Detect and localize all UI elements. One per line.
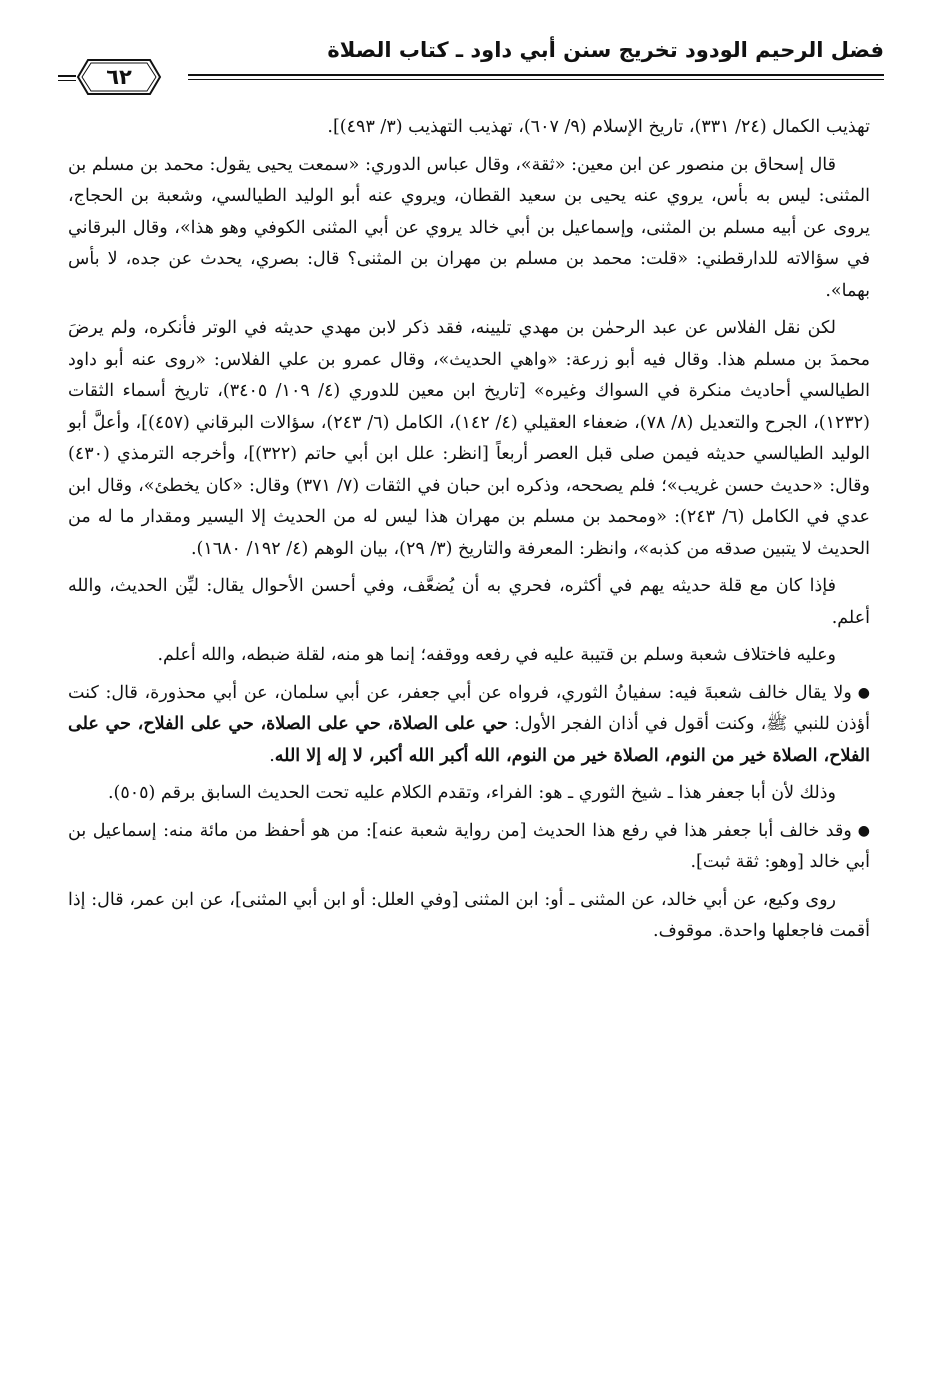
page-number: ٦٢	[106, 65, 132, 89]
paragraph-abu-jafar: وذلك لأن أبا جعفر هذا ـ شيخ الثوري ـ هو: الفراء، وتقدم الكلام عليه تحت الحديث السابق برقم (٥٠٥).	[107, 783, 836, 803]
paragraph-thawri	[68, 678, 870, 773]
page-body	[68, 112, 870, 954]
paragraph-ismail	[68, 816, 870, 879]
page-number-badge	[76, 58, 162, 96]
paragraph-citation: تهذيب الكمال (٢٤/ ٣٣١)، تاريخ الإسلام (٩/ ٦٠٧)، تهذيب التهذيب (٣/ ٤٩٣)].	[327, 117, 870, 137]
header-rule-thin	[188, 79, 884, 80]
badge-rule-left-thin	[58, 80, 76, 81]
paragraph-thawri-text: ولا يقال خالف شعبةَ فيه: سفيانُ الثوري، فرواه عن أبي جعفر، عن أبي سلمان، عن أبي محذورة، قال: كنت أؤذن للنبي ﷺ، وكنت أقول في أذان الفجر الأول:	[68, 682, 870, 734]
paragraph-thawri-end: .	[269, 745, 275, 766]
paragraph-fallas: لكن نقل الفلاس عن عبد الرحمٰن بن مهدي تليينه، فقد ذكر لابن مهدي حديثه في الوتر فأنكره، ولم يرضَ محمدَ بن مسلم هذا. وقال فيه أبو زرعة: «واهي الحديث»، وقال عمرو بن علي الفلاس: «روى عنه أبو داود الطيالسي أحاديث منكرة في السواك وغيره» [تاريخ ابن معين للدوري (٤/ ١٠٩/ ٣٤٠٥)، تاريخ أسماء الثقات (١٢٣٢)، الجرح والتعديل (٨/ ٧٨)، ضعفاء العقيلي (٤/ ١٤٢)، الكامل (٦/ ٢٤٣)، سؤالات البرقاني (٤٥٧)]، وأعلَّ أبو الوليد الطيالسي حديثه فيمن صلى قبل العصر أربعاً [انظر: علل ابن أبي حاتم (٣٢٢)]، وأخرجه الترمذي (٤٣٠) وقال: «حديث حسن غريب»؛ فلم يصححه، وذكره ابن حبان في الثقات (٧/ ٣٧١) وقال: «كان يخطئ»، وقال ابن عدي في الكامل (٦/ ٢٤٣): «ومحمد بن مسلم بن مهران هذا ليس له من الحديث إلا اليسير ومقدار ما له من الحديث لا يتبين صدقه من كذبه»، وانظر: المعرفة والتاريخ (٣/ ٢٩)، بيان الوهم (٤/ ١٩٢/ ١٦٨٠).	[68, 318, 870, 559]
bullet-marker: ●	[857, 822, 870, 839]
running-title: فضل الرحيم الودود تخريج سنن أبي داود ـ كتاب الصلاة	[327, 38, 884, 62]
paragraph-ismail-text: وقد خالف أبا جعفر هذا في رفع هذا الحديث [من رواية شعبة عنه]: من هو أحفظ من مائة منه: إسماعيل بن أبي خالد [وهو: ثقة ثبت].	[68, 820, 870, 872]
paragraph-waki: روى وكيع، عن أبي خالد، عن المثنى ـ أو: ابن المثنى [وفي العلل: أو ابن أبي المثنى]، عن ابن عمر، قال: إذا أقمت فاجعلها واحدة. موقوف.	[68, 889, 870, 941]
adhan-text: حي على الصلاة، حي على الصلاة، حي على الفلاح، حي على الفلاح، الصلاة خير من النوم، الصلاة خير من النوم، الله أكبر الله أكبر، لا إله إلا الله	[68, 714, 870, 766]
header-rule	[188, 74, 884, 76]
bullet-marker: ●	[857, 684, 870, 701]
paragraph-conclusion: فإذا كان مع قلة حديثه يهم في أكثره، فحري به أن يُضعَّف، وفي أحسن الأحوال يقال: ليِّن الحديث، والله أعلم.	[68, 576, 870, 628]
page-header	[58, 34, 884, 104]
paragraph-shuba-difference: وعليه فاختلاف شعبة وسلم بن قتيبة عليه في رفعه ووقفه؛ إنما هو منه، لقلة ضبطه، والله أعلم.	[157, 645, 836, 665]
badge-rule-left	[58, 75, 76, 77]
paragraph-ibn-maeen: قال إسحاق بن منصور عن ابن معين: «ثقة»، وقال عباس الدوري: «سمعت يحيى يقول: محمد بن مسلم بن المثنى: ليس به بأس، يروي عنه يحيى بن سعيد القطان، ويروي عنه أبو الوليد الطيالسي، وشعبة بن الحجاج، يروى عن أبيه مسلم بن المثنى، وإسماعيل بن أبي خالد يروي عن أبي المثنى الكوفي وهو هذا»، وقال البرقاني في سؤالاته للدارقطني: «قلت: محمد بن مسلم بن مهران بن المثنى؟ قال: بصري، يحدث عن جده، لا بأس بهما».	[68, 154, 870, 301]
